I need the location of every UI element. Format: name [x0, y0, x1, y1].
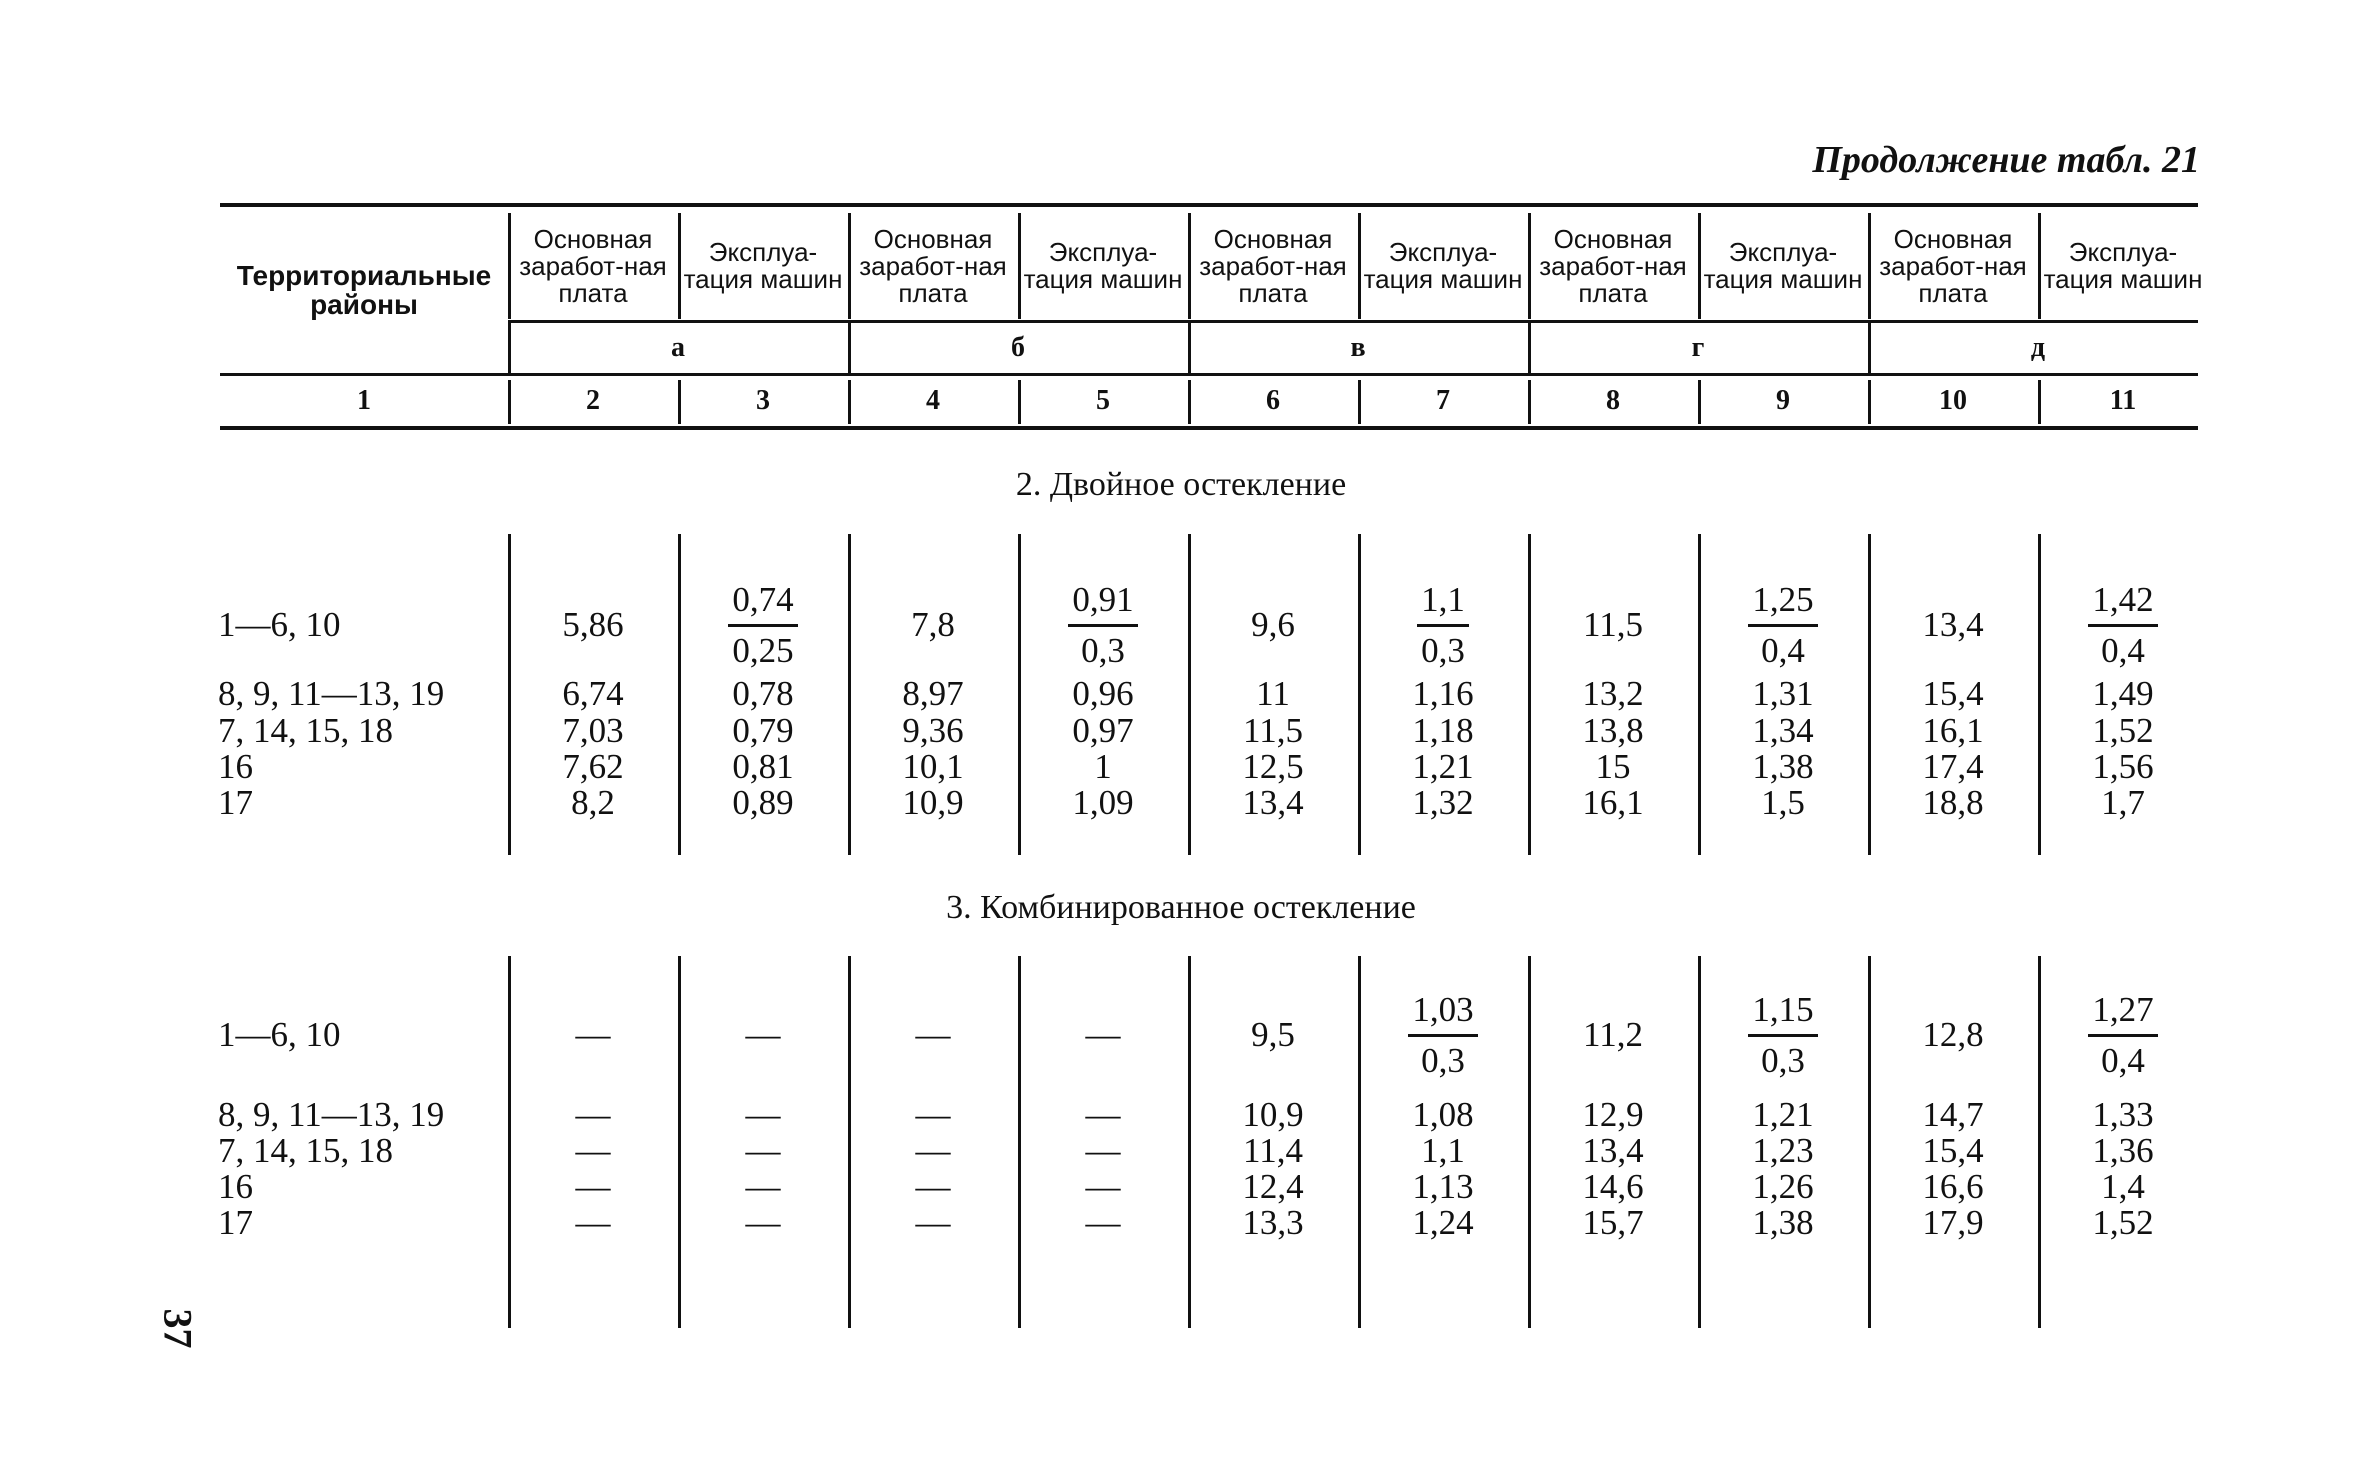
value-cell: 9,36	[902, 711, 964, 750]
value-cell: 16,1	[1582, 783, 1644, 822]
value-cell: —	[745, 1131, 781, 1170]
value-cell: 11,4	[1243, 1131, 1303, 1170]
fraction-cell	[1698, 565, 1868, 685]
value-cell: —	[1085, 1203, 1121, 1242]
fraction	[2088, 579, 2157, 670]
fraction-denominator: 0,3	[1421, 1040, 1465, 1080]
value-cell: —	[1085, 1095, 1121, 1134]
value-cell: 1,52	[2092, 711, 2154, 750]
value-cell: 13,8	[1582, 711, 1644, 750]
header-group-5: д	[2030, 332, 2046, 363]
value-cell: —	[915, 1131, 951, 1170]
value-cell: 18,8	[1922, 783, 1984, 822]
value-cell: 1,38	[1752, 747, 1814, 786]
header-column-divider	[508, 213, 511, 319]
value-cell: 0,79	[732, 711, 794, 750]
value-cell: —	[745, 1167, 781, 1206]
header-group-4: г	[1691, 332, 1705, 363]
value-cell: —	[745, 1015, 781, 1054]
value-cell: 17,9	[1922, 1203, 1984, 1242]
page-number: 37	[155, 1308, 201, 1349]
header-machine-operation: Эксплуа-тация машин	[1703, 237, 1863, 294]
fraction-numerator: 1,27	[2088, 992, 2157, 1037]
value-cell: —	[575, 1167, 611, 1206]
header-basic-pay: Основная заработ-ная плата	[1879, 223, 2027, 308]
header-column-divider	[1528, 213, 1531, 319]
section-title: 3. Комбинированное остекление	[946, 889, 1416, 926]
fraction	[1748, 579, 1817, 670]
value-cell: 7,62	[562, 747, 624, 786]
header-column-number: 8	[1606, 385, 1620, 416]
fraction-denominator: 0,4	[1761, 630, 1805, 670]
value-cell: 5,86	[562, 605, 624, 644]
value-cell: 7,03	[562, 711, 624, 750]
header-column-number: 3	[756, 385, 770, 416]
value-cell: 11,2	[1583, 1015, 1643, 1054]
header-column-number: 1	[357, 385, 371, 416]
value-cell: 9,5	[1251, 1015, 1295, 1054]
fraction-denominator: 0,3	[1761, 1040, 1805, 1080]
header-basic-pay: Основная заработ-ная плата	[1199, 223, 1347, 308]
header-column-divider	[678, 213, 681, 319]
value-cell: 1,7	[2101, 783, 2145, 822]
fraction-numerator: 1,42	[2088, 582, 2157, 627]
fraction-denominator: 0,3	[1421, 630, 1465, 670]
fraction-numerator: 0,74	[728, 582, 797, 627]
value-cell: 9,6	[1251, 605, 1295, 644]
fraction-cell	[2038, 565, 2208, 685]
value-cell: 1,4	[2101, 1167, 2145, 1206]
value-cell: 16,1	[1922, 711, 1984, 750]
value-cell: 10,1	[902, 747, 964, 786]
value-cell: 7,8	[911, 605, 955, 644]
value-cell: —	[915, 1015, 951, 1054]
fraction-cell	[1358, 975, 1528, 1095]
value-cell: 1,18	[1412, 711, 1474, 750]
value-cell: 0,96	[1072, 674, 1134, 713]
fraction	[1408, 989, 1477, 1080]
fraction-numerator: 0,91	[1068, 582, 1137, 627]
value-cell: —	[1085, 1131, 1121, 1170]
row-label: 17	[218, 783, 253, 822]
header-column-number: 10	[1939, 385, 1967, 416]
fraction-denominator: 0,25	[732, 630, 794, 670]
value-cell: 0,78	[732, 674, 794, 713]
header-column-divider	[1188, 213, 1191, 319]
header-column-divider	[2038, 213, 2041, 319]
value-cell: 1,32	[1412, 783, 1474, 822]
row-label: 1—6, 10	[218, 1015, 341, 1054]
value-cell: 14,6	[1582, 1167, 1644, 1206]
value-cell: 15,4	[1922, 1131, 1984, 1170]
value-cell: 13,3	[1242, 1203, 1304, 1242]
value-cell: 6,74	[562, 674, 624, 713]
value-cell: 8,2	[571, 783, 615, 822]
value-cell: —	[915, 1095, 951, 1134]
value-cell: 0,81	[732, 747, 794, 786]
row-label: 16	[218, 747, 253, 786]
value-cell: 10,9	[902, 783, 964, 822]
header-column-number: 6	[1266, 385, 1280, 416]
header-column-number: 7	[1436, 385, 1450, 416]
fraction-numerator: 1,1	[1417, 582, 1469, 627]
row-label: 17	[218, 1203, 253, 1242]
value-cell: —	[575, 1203, 611, 1242]
value-cell: 13,2	[1582, 674, 1644, 713]
header-machine-operation: Эксплуа-тация машин	[1023, 237, 1183, 294]
row-label: 16	[218, 1167, 253, 1206]
value-cell: —	[1085, 1015, 1121, 1054]
value-cell: 15,7	[1582, 1203, 1644, 1242]
value-cell: 14,7	[1922, 1095, 1984, 1134]
table-continuation-caption: Продолжение табл. 21	[1812, 139, 2200, 181]
header-group-3: в	[1350, 332, 1366, 363]
value-cell: —	[915, 1203, 951, 1242]
value-cell: 15	[1595, 747, 1631, 786]
value-cell: 11,5	[1243, 711, 1303, 750]
value-cell: 0,89	[732, 783, 794, 822]
value-cell: 1,24	[1412, 1203, 1474, 1242]
value-cell: —	[575, 1015, 611, 1054]
fraction	[728, 579, 797, 670]
value-cell: 1,16	[1412, 674, 1474, 713]
fraction	[1748, 989, 1817, 1080]
fraction-numerator: 1,15	[1748, 992, 1817, 1037]
fraction-cell	[1698, 975, 1868, 1095]
header-territory: Территориальные районы	[236, 260, 492, 320]
header-column-number: 9	[1776, 385, 1790, 416]
row-label: 8, 9, 11—13, 19	[218, 1095, 445, 1134]
header-column-divider	[1358, 213, 1361, 319]
fraction-denominator: 0,4	[2101, 630, 2145, 670]
row-label: 8, 9, 11—13, 19	[218, 674, 445, 713]
fraction-cell	[1018, 565, 1188, 685]
header-column-number: 4	[926, 385, 940, 416]
value-cell: 1,21	[1752, 1095, 1814, 1134]
value-cell: 1,5	[1761, 783, 1805, 822]
fraction-cell	[678, 565, 848, 685]
value-cell: —	[915, 1167, 951, 1206]
value-cell: 1,38	[1752, 1203, 1814, 1242]
value-cell: 1,56	[2092, 747, 2154, 786]
value-cell: 1,49	[2092, 674, 2154, 713]
value-cell: 1,36	[2092, 1131, 2154, 1170]
value-cell: —	[1085, 1167, 1121, 1206]
value-cell: —	[745, 1203, 781, 1242]
header-column-divider	[1018, 213, 1021, 319]
fraction-cell	[1358, 565, 1528, 685]
value-cell: —	[575, 1131, 611, 1170]
value-cell: 16,6	[1922, 1167, 1984, 1206]
fraction-denominator: 0,4	[2101, 1040, 2145, 1080]
fraction	[1417, 579, 1469, 670]
value-cell: 1,09	[1072, 783, 1134, 822]
value-cell: 11,5	[1583, 605, 1643, 644]
fraction-denominator: 0,3	[1081, 630, 1125, 670]
header-machine-operation: Эксплуа-тация машин	[1363, 237, 1523, 294]
header-column-divider	[848, 213, 851, 319]
row-label: 1—6, 10	[218, 605, 341, 644]
fraction-cell	[2038, 975, 2208, 1095]
header-machine-operation: Эксплуа-тация машин	[683, 237, 843, 294]
header-column-divider	[1698, 213, 1701, 319]
value-cell: 10,9	[1242, 1095, 1304, 1134]
value-cell: 12,4	[1242, 1167, 1304, 1206]
row-label: 7, 14, 15, 18	[218, 1131, 393, 1170]
value-cell: 11	[1256, 674, 1290, 713]
header-basic-pay: Основная заработ-ная плата	[859, 223, 1007, 308]
value-cell: 12,8	[1922, 1015, 1984, 1054]
value-cell: 1,33	[2092, 1095, 2154, 1134]
header-column-number: 5	[1096, 385, 1110, 416]
fraction-numerator: 1,25	[1748, 582, 1817, 627]
value-cell: 1,31	[1752, 674, 1814, 713]
table-top-rule	[220, 203, 2198, 207]
header-basic-pay: Основная заработ-ная плата	[1539, 223, 1687, 308]
header-machine-operation: Эксплуа-тация машин	[2043, 237, 2203, 294]
section-title: 2. Двойное остекление	[1015, 466, 1347, 503]
value-cell: 1,34	[1752, 711, 1814, 750]
value-cell: 13,4	[1582, 1131, 1644, 1170]
value-cell: 1,1	[1421, 1131, 1465, 1170]
table-group-rule	[220, 373, 2198, 376]
value-cell: 1,52	[2092, 1203, 2154, 1242]
value-cell: 1,23	[1752, 1131, 1814, 1170]
row-label: 7, 14, 15, 18	[218, 711, 393, 750]
header-group-1: а	[671, 332, 685, 363]
value-cell: 8,97	[902, 674, 964, 713]
header-column-number: 2	[586, 385, 600, 416]
header-basic-pay: Основная заработ-ная плата	[519, 223, 667, 308]
value-cell: 1,08	[1412, 1095, 1474, 1134]
value-cell: 1,13	[1412, 1167, 1474, 1206]
value-cell: 15,4	[1922, 674, 1984, 713]
fraction-numerator: 1,03	[1408, 992, 1477, 1037]
value-cell: —	[745, 1095, 781, 1134]
value-cell: 1,21	[1412, 747, 1474, 786]
value-cell: 0,97	[1072, 711, 1134, 750]
header-group-2: б	[1011, 332, 1025, 363]
header-column-divider	[1868, 213, 1871, 319]
value-cell: 12,5	[1242, 747, 1304, 786]
value-cell: 12,9	[1582, 1095, 1644, 1134]
table-header-bottom-rule	[220, 426, 2198, 430]
fraction	[1068, 579, 1137, 670]
fraction	[2088, 989, 2157, 1080]
value-cell: 1,26	[1752, 1167, 1814, 1206]
header-column-number: 11	[2109, 385, 2137, 416]
value-cell: 13,4	[1922, 605, 1984, 644]
value-cell: 17,4	[1922, 747, 1984, 786]
value-cell: 13,4	[1242, 783, 1304, 822]
value-cell: 1	[1094, 747, 1112, 786]
value-cell: —	[575, 1095, 611, 1134]
